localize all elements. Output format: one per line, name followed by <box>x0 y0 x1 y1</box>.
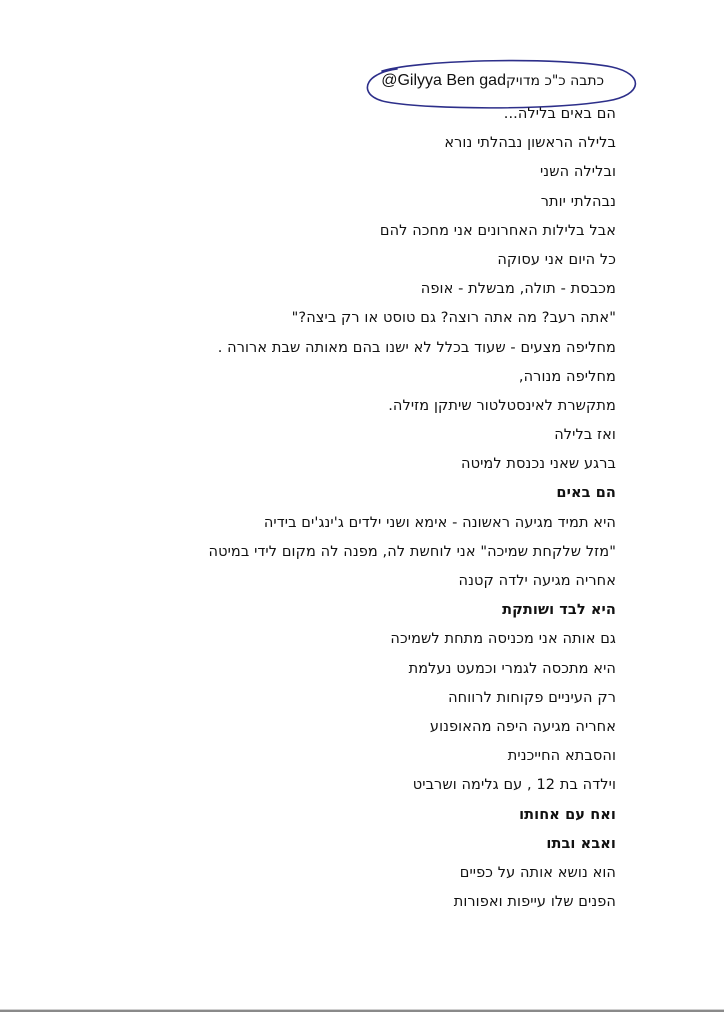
poem-line: מחליפה מנורה, <box>518 368 616 385</box>
poem-line: ואבא ובתו <box>546 835 616 852</box>
poem-line: מחליפה מצעים - שעוד בכלל לא ישנו בהם מאותה שבת ארורה . <box>217 339 616 356</box>
poem-line: כל היום אני עסוקה <box>497 251 616 268</box>
poem-line: אבל בלילות האחרונים אני מחכה להם <box>379 222 616 239</box>
poem-line: היא מתכסה לגמרי וכמעט נעלמת <box>408 660 616 677</box>
poem-line: היא לבד ושותקת <box>502 602 616 619</box>
poem-line: הם באים בלילה... <box>503 106 616 122</box>
poem-line: היא תמיד מגיעה ראשונה - אימא ושני ילדים ג'ינג'ים בידיה <box>263 514 616 531</box>
poem-body <box>56 100 616 917</box>
poem-line: בלילה הראשון נבהלתי נורא <box>444 135 616 152</box>
author-credit: @Gilyya Ben gad <box>381 72 506 89</box>
scan-edge-line <box>0 1010 724 1012</box>
poem-line: ובלילה השני <box>539 164 616 181</box>
poem-line: רק העיניים פקוחות לרווחה <box>448 689 616 706</box>
poem-line: מכבסת - תולה, מבשלת - אופה <box>420 281 616 298</box>
poem-line: הוא נושא אותה על כפיים <box>459 864 616 881</box>
poem-line: נבהלתי יותר <box>540 193 616 210</box>
poem-line: "מזל שלקחת שמיכה" אני לוחשת לה, מפנה לה מקום לידי במיטה <box>208 543 616 560</box>
poem-line: ואז בלילה <box>554 427 616 444</box>
poem-line: אחריה מגיעה היפה מהאופנוע <box>429 718 616 735</box>
poem-line: גם אותה אני מכניסה מתחת לשמיכה <box>390 631 616 648</box>
poem-line: אחריה מגיעה ילדה קטנה <box>458 573 616 589</box>
poem-line: וילדה בת 12 , עם גלימה ושרביט <box>412 777 616 794</box>
poem-line: ברגע שאני נכנסת למיטה <box>461 456 616 473</box>
poem-line: והסבתא החייכנית <box>507 748 616 765</box>
poem-line: "אתה רעב? מה אתה רוצה? גם טוסט או רק ביצה?" <box>291 310 616 327</box>
header-title: כתבה כ"כ מדויק <box>505 73 604 89</box>
header-text <box>381 71 604 90</box>
poem-line: ואח עם אחותו <box>519 806 616 823</box>
poem-line: מתקשרת לאינסטלטור שיתקן מזילה. <box>388 397 616 414</box>
poem-line: הפנים שלו עייפות ואפורות <box>453 894 616 911</box>
poem-line: הם באים <box>556 485 616 502</box>
